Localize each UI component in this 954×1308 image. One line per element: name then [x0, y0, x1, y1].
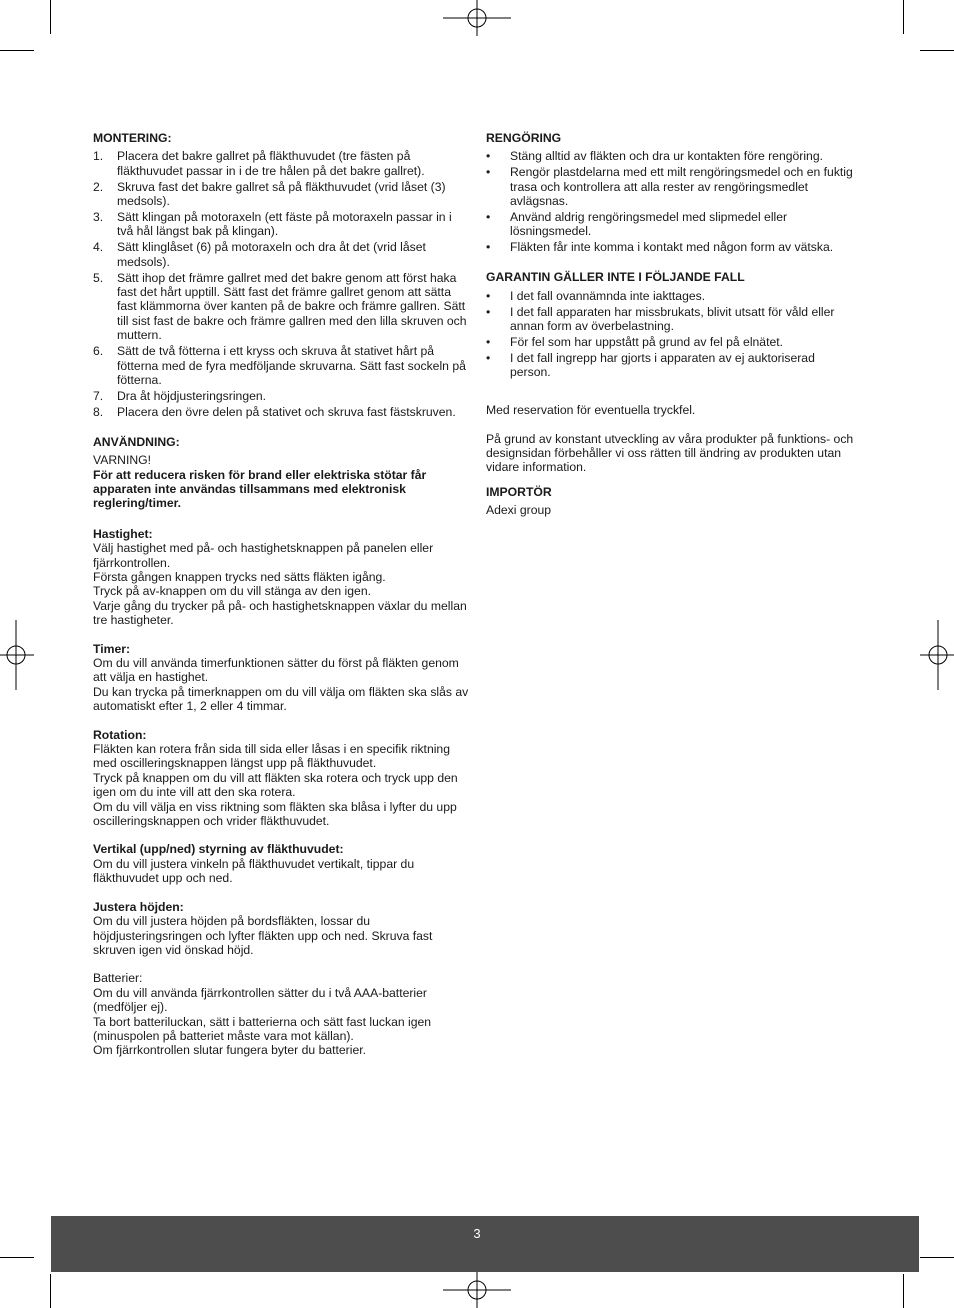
list-item: 5. Sätt ihop det främre gallret med det bakre genom att först haka fast det hårt upptill. Sätt fast det främre gallret genom att sätta fast klämmorna över kanten på de bakre och främre gallren. Sätt till sist fast de bakre och främre gallren med den lilla skruven och muttern. [93, 270, 467, 343]
list-item: • Stäng alltid av fläkten och dra ur kontakten före rengöring. [486, 149, 824, 164]
crop-mark [920, 50, 954, 51]
paragraph: Tryck på knappen om du vill att fläkten ska rotera och tryck upp den igen om du inte vill att den ska rotera. [93, 770, 458, 800]
registration-mark-top [443, 0, 511, 36]
paragraph: Om du vill använda timerfunktionen sätter du först på fläkten genom att välja en hastighet. [93, 656, 459, 685]
list-item: 7. Dra åt höjdjusteringsringen. [93, 388, 267, 403]
paragraph: Ta bort batteriluckan, sätt i batterierna och sätt fast luckan igen (minuspolen på batteriet måste vara mot källan). [93, 1014, 432, 1043]
list-item: 8. Placera den övre delen på stativet och skruva fast fästskruven. [93, 404, 456, 419]
registration-mark-bottom [443, 1272, 511, 1308]
footer-bar [51, 1216, 919, 1272]
montering-heading: MONTERING: [93, 131, 172, 145]
importor-name: Adexi group [486, 503, 552, 518]
crop-mark [0, 50, 34, 51]
batterier-heading: Batterier: [93, 971, 143, 986]
crop-mark [903, 1274, 904, 1308]
registration-mark-left [0, 620, 34, 690]
utveckling-text: På grund av konstant utveckling av våra produkter på funktions- och designsidan förbehåller vi oss rätten till ändring av produkten utan vidare information. [486, 431, 854, 475]
list-item: 3. Sätt klingan på motoraxeln (ett fäste på motoraxeln passar in i två hål längst bak på klingan). [93, 210, 452, 239]
list-item: • I det fall apparaten har missbrukats, blivit utsatt för våld eller annan form av överbelastning. [486, 304, 835, 333]
justera-heading: Justera höjden: [93, 899, 184, 914]
importor-heading: IMPORTÖR [486, 484, 552, 499]
list-item: 4. Sätt klinglåset (6) på motoraxeln och dra åt det (vrid låset medsols). [93, 240, 426, 269]
registration-mark-right [920, 620, 954, 690]
rengoring-list [486, 149, 858, 254]
list-item: • I det fall ingrepp har gjorts i apparaten av ej auktoriserad person. [486, 350, 815, 380]
list-item: • Fläkten får inte komma i kontakt med någon form av vätska. [486, 240, 834, 255]
crop-mark [903, 0, 904, 34]
hastighet-heading: Hastighet: [93, 526, 153, 541]
crop-mark [920, 1257, 954, 1258]
crop-mark [50, 0, 51, 34]
right-column [486, 131, 858, 518]
warning-title: VARNING! [93, 453, 152, 468]
list-item: 6. Sätt de två fötterna i ett kryss och skruva åt stativet hårt på fötterna med de fyra medföljande skruvarna. Sätt fast sockeln på fötterna. [93, 344, 466, 387]
paragraph: Du kan trycka på timerknappen om du vill välja om fläkten ska slås av automatiskt efter 1, 2 eller 4 timmar. [93, 684, 469, 714]
timer-heading: Timer: [93, 641, 131, 656]
garanti-list [486, 289, 858, 380]
anvandning-heading: ANVÄNDNING: [93, 434, 180, 449]
list-item: • För fel som har uppstått på grund av fel på elnätet. [486, 334, 784, 349]
paragraph: Varje gång du trycker på på- och hastighetsknappen växlar du mellan tre hastigheter. [93, 598, 467, 628]
paragraph: Om du vill justera vinkeln på fläkthuvudet vertikalt, tippar du fläkthuvudet upp och ned. [93, 856, 415, 886]
vertikal-heading: Vertikal (upp/ned) styrning av fläkthuvudet: [93, 842, 344, 857]
garanti-heading: GARANTIN GÄLLER INTE I FÖLJANDE FALL [486, 270, 745, 285]
crop-mark [0, 1257, 34, 1258]
rotation-heading: Rotation: [93, 727, 147, 742]
list-item: 1. Placera det bakre gallret på fläkthuvudet (tre fästen på fläkthuvudet passar in i de tre hålen på det bakre gallret). [93, 149, 425, 178]
list-item: • Använd aldrig rengöringsmedel med slipmedel eller lösningsmedel. [486, 210, 788, 239]
rengoring-heading: RENGÖRING [486, 131, 562, 145]
paragraph: Om fjärrkontrollen slutar fungera byter du batterier. [93, 1043, 366, 1058]
paragraph: Första gången knappen trycks ned sätts fläkten igång. [93, 569, 386, 584]
list-item: • I det fall ovannämnda inte iakttages. [486, 288, 706, 303]
montering-steps [93, 149, 471, 419]
reservation-text: Med reservation för eventuella tryckfel. [486, 403, 696, 418]
crop-mark [50, 1274, 51, 1308]
paragraph: Om du vill välja en viss riktning som fläkten ska blåsa i lyfter du upp oscilleringsknappen och vrider fläkthuvudet. [93, 799, 457, 829]
paragraph: Välj hastighet med på- och hastighetsknappen på panelen eller fjärrkontrollen. [93, 541, 434, 570]
paragraph: Tryck på av-knappen om du vill stänga av den igen. [93, 584, 371, 599]
page-number: 3 [473, 1226, 481, 1241]
warning-text: För att reducera risken för brand eller elektriska stötar får apparaten inte användas tillsammans med elektronisk reglering/timer. [93, 467, 427, 511]
list-item: 2. Skruva fast det bakre gallret så på fläkthuvudet (vrid låset (3) medsols). [93, 179, 446, 209]
paragraph: Om du vill justera höjden på bordsfläkten, lossar du höjdjusteringsringen och lyfter fläkten upp och ned. Skruva fast skruven igen vid önskad höjd. [93, 914, 433, 957]
paragraph: Fläkten kan rotera från sida till sida eller låsas i en specifik riktning med oscilleringsknappen längst upp på fläkthuvudet. [93, 742, 450, 771]
paragraph: Om du vill använda fjärrkontrollen sätter du i två AAA-batterier (medföljer ej). [93, 985, 427, 1015]
list-item: • Rengör plastdelarna med ett milt rengöringsmedel och en fuktig trasa och kontrollera att alla rester av rengöringsmedlet avlägsnas. [486, 165, 853, 209]
left-column [93, 131, 471, 1058]
